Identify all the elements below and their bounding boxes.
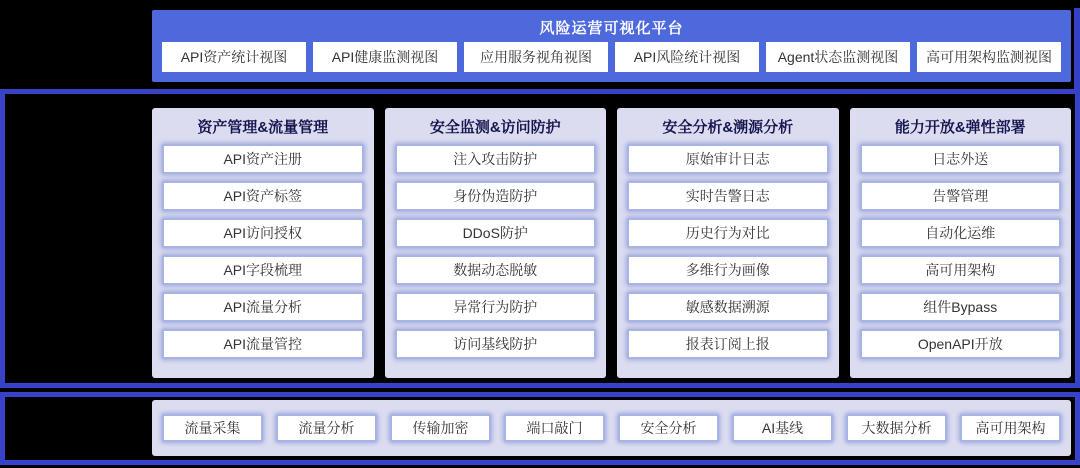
column-item-list (860, 144, 1062, 364)
column-item-list (162, 144, 364, 364)
technology-box: 流量采集 (162, 414, 263, 442)
feature-box: API访问授权 (162, 218, 364, 248)
feature-box: 自动化运维 (860, 218, 1062, 248)
technology-box: 流量分析 (276, 414, 377, 442)
technology-box: AI基线 (732, 414, 833, 442)
feature-box: 组件Bypass (860, 292, 1062, 322)
column-header: 资产管理&流量管理 (197, 118, 329, 136)
technology-box: 高可用架构 (960, 414, 1061, 442)
feature-box: API流量分析 (162, 292, 364, 322)
feature-box: 访问基线防护 (395, 329, 597, 359)
column-item-list (627, 144, 829, 364)
feature-box: DDoS防护 (395, 218, 597, 248)
view-box: Agent状态监测视图 (766, 42, 910, 72)
technology-strip (152, 400, 1071, 456)
technology-box: 安全分析 (618, 414, 719, 442)
capability-column (152, 108, 374, 378)
feature-box: 多维行为画像 (627, 255, 829, 285)
feature-box: API字段梳理 (162, 255, 364, 285)
technology-box: 传输加密 (390, 414, 491, 442)
capability-column (385, 108, 607, 378)
feature-box: 注入攻击防护 (395, 144, 597, 174)
feature-box: 异常行为防护 (395, 292, 597, 322)
column-item-list (395, 144, 597, 364)
feature-box: 实时告警日志 (627, 181, 829, 211)
top-right-border (1074, 8, 1080, 89)
view-box: API风险统计视图 (615, 42, 759, 72)
technology-box-row (162, 414, 1061, 442)
view-box: API资产统计视图 (162, 42, 306, 72)
feature-box: OpenAPI开放 (860, 329, 1062, 359)
capability-band (0, 89, 1080, 388)
feature-box: 日志外送 (860, 144, 1062, 174)
platform-title: 风险运营可视化平台 (539, 20, 684, 37)
feature-box: 报表订阅上报 (627, 329, 829, 359)
column-header: 安全监测&访问防护 (429, 118, 561, 136)
view-box: 应用服务视角视图 (464, 42, 608, 72)
capability-columns (152, 108, 1071, 378)
feature-box: 告警管理 (860, 181, 1062, 211)
feature-box: 原始审计日志 (627, 144, 829, 174)
technology-band (0, 392, 1080, 465)
technology-box: 端口敲门 (504, 414, 605, 442)
feature-box: API资产注册 (162, 144, 364, 174)
feature-box: 历史行为对比 (627, 218, 829, 248)
technology-box: 大数据分析 (846, 414, 947, 442)
capability-column (850, 108, 1072, 378)
view-box-row (162, 42, 1061, 72)
feature-box: 身份伪造防护 (395, 181, 597, 211)
feature-box: API资产标签 (162, 181, 364, 211)
view-box: API健康监测视图 (313, 42, 457, 72)
feature-box: 高可用架构 (860, 255, 1062, 285)
capability-column (617, 108, 839, 378)
column-header: 能力开放&弹性部署 (894, 118, 1026, 136)
column-header: 安全分析&溯源分析 (662, 118, 794, 136)
feature-box: API流量管控 (162, 329, 364, 359)
visualization-panel (152, 10, 1071, 82)
feature-box: 敏感数据溯源 (627, 292, 829, 322)
view-box: 高可用架构监测视图 (917, 42, 1061, 72)
feature-box: 数据动态脱敏 (395, 255, 597, 285)
